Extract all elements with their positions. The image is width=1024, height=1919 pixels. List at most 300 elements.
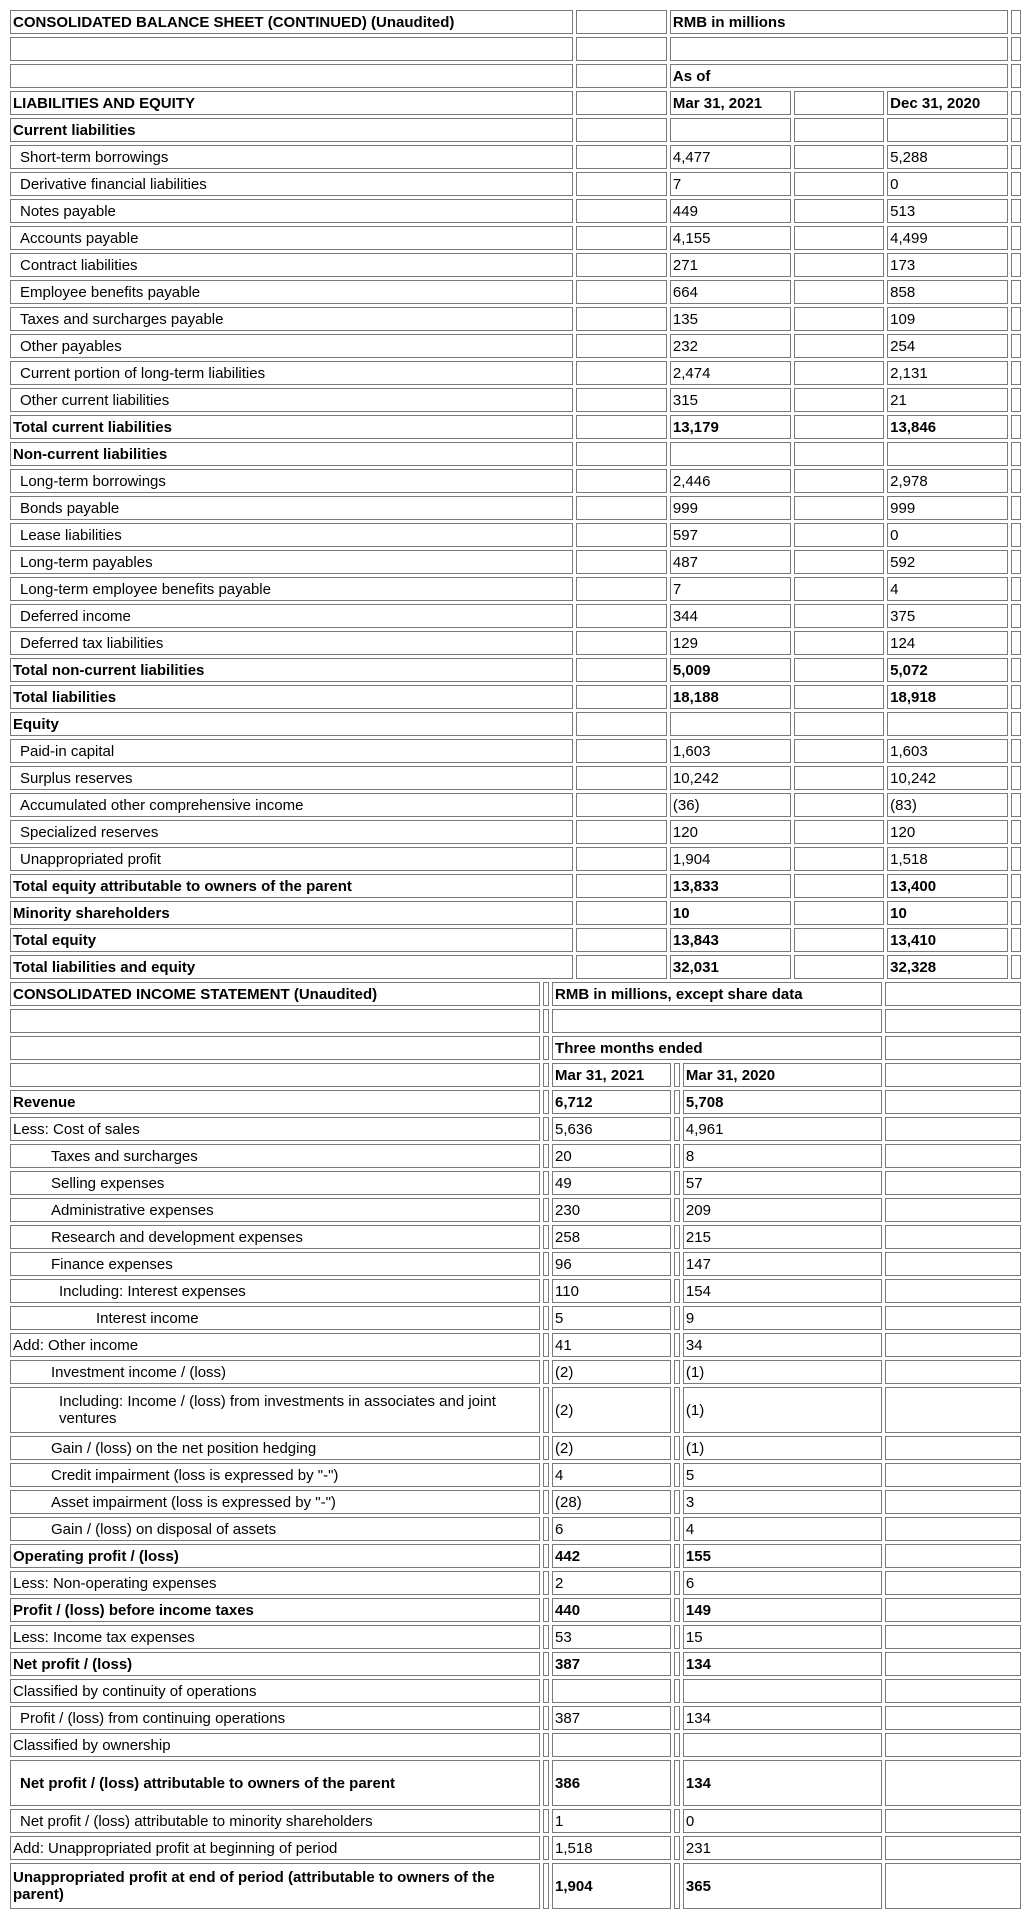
spacer-cell — [543, 1760, 549, 1806]
table-row — [10, 1117, 1021, 1141]
edge-cell — [1011, 793, 1021, 817]
spacer-cell — [543, 1333, 549, 1357]
spacer-cell — [576, 496, 667, 520]
spacer-cell — [576, 442, 667, 466]
table-row — [10, 1625, 1021, 1649]
value-dec-31-2020: 2,131 — [887, 361, 1008, 385]
spacer-cell — [543, 1144, 549, 1168]
bs-blank-row — [10, 37, 1021, 61]
edge-cell — [885, 1490, 1021, 1514]
edge-cell — [1011, 388, 1021, 412]
value-mar-31-2021: 13,833 — [670, 874, 791, 898]
value-mar-31-2020: (1) — [683, 1436, 882, 1460]
row-label: Unappropriated profit at end of period (attributable to owners of the parent) — [10, 1863, 540, 1909]
row-label: Less: Income tax expenses — [10, 1625, 540, 1649]
table-row — [10, 253, 1021, 277]
edge-cell — [885, 1436, 1021, 1460]
table-row — [10, 334, 1021, 358]
value-mar-31-2021: 135 — [670, 307, 791, 331]
is-blank-row — [10, 1009, 1021, 1033]
value-dec-31-2020: 13,400 — [887, 874, 1008, 898]
spacer-cell — [674, 1490, 680, 1514]
edge-cell — [1011, 145, 1021, 169]
edge-cell — [885, 1333, 1021, 1357]
spacer-cell — [543, 1679, 549, 1703]
row-label: Employee benefits payable — [10, 280, 573, 304]
spacer-cell — [543, 1544, 549, 1568]
is-col2-header: Mar 31, 2020 — [683, 1063, 882, 1087]
spacer-cell — [794, 577, 885, 601]
is-blank-cell — [552, 1009, 882, 1033]
row-label: Net profit / (loss) — [10, 1652, 540, 1676]
value-mar-31-2021 — [552, 1733, 671, 1757]
spacer-cell — [674, 1171, 680, 1195]
row-label: Less: Cost of sales — [10, 1117, 540, 1141]
bs-spacer-cell — [576, 91, 667, 115]
is-unit: RMB in millions, except share data — [552, 982, 882, 1006]
value-mar-31-2020: 5,708 — [683, 1090, 882, 1114]
spacer-cell — [576, 577, 667, 601]
value-mar-31-2021: 5 — [552, 1306, 671, 1330]
bs-section-heading: LIABILITIES AND EQUITY — [10, 91, 573, 115]
value-mar-31-2020: 147 — [683, 1252, 882, 1276]
spacer-cell — [794, 496, 885, 520]
value-mar-31-2021: (2) — [552, 1387, 671, 1433]
table-row — [10, 1090, 1021, 1114]
value-mar-31-2021: 271 — [670, 253, 791, 277]
table-row — [10, 1836, 1021, 1860]
is-edge-cell — [885, 1036, 1021, 1060]
spacer-cell — [576, 928, 667, 952]
spacer-cell — [576, 334, 667, 358]
value-mar-31-2020: 57 — [683, 1171, 882, 1195]
spacer-cell — [794, 280, 885, 304]
spacer-cell — [794, 388, 885, 412]
edge-cell — [885, 1544, 1021, 1568]
edge-cell — [1011, 361, 1021, 385]
spacer-cell — [674, 1760, 680, 1806]
edge-cell — [1011, 955, 1021, 979]
spacer-cell — [674, 1863, 680, 1909]
row-label: Notes payable — [10, 199, 573, 223]
row-label: Derivative financial liabilities — [10, 172, 573, 196]
value-dec-31-2020 — [887, 118, 1008, 142]
value-mar-31-2021: 7 — [670, 577, 791, 601]
row-label: Credit impairment (loss is expressed by "-") — [10, 1463, 540, 1487]
spacer-cell — [576, 199, 667, 223]
value-mar-31-2020: 209 — [683, 1198, 882, 1222]
spacer-cell — [674, 1225, 680, 1249]
edge-cell — [1011, 199, 1021, 223]
spacer-cell — [543, 1863, 549, 1909]
bs-col1-header: Mar 31, 2021 — [670, 91, 791, 115]
table-row — [10, 496, 1021, 520]
row-label: Deferred income — [10, 604, 573, 628]
value-dec-31-2020: 0 — [887, 523, 1008, 547]
edge-cell — [885, 1652, 1021, 1676]
spacer-cell — [674, 1679, 680, 1703]
value-mar-31-2021: 18,188 — [670, 685, 791, 709]
is-title: CONSOLIDATED INCOME STATEMENT (Unaudited) — [10, 982, 540, 1006]
spacer-cell — [674, 1625, 680, 1649]
spacer-cell — [794, 469, 885, 493]
edge-cell — [1011, 847, 1021, 871]
row-label: Surplus reserves — [10, 766, 573, 790]
spacer-cell — [543, 1463, 549, 1487]
value-mar-31-2021: 13,843 — [670, 928, 791, 952]
value-dec-31-2020: 124 — [887, 631, 1008, 655]
spacer-cell — [794, 847, 885, 871]
spacer-cell — [794, 199, 885, 223]
bs-edge-cell — [1011, 91, 1021, 115]
value-mar-31-2020: 15 — [683, 1625, 882, 1649]
spacer-cell — [543, 1252, 549, 1276]
value-dec-31-2020: 0 — [887, 172, 1008, 196]
spacer-cell — [674, 1436, 680, 1460]
table-row — [10, 469, 1021, 493]
value-mar-31-2021: 440 — [552, 1598, 671, 1622]
value-mar-31-2021: 10,242 — [670, 766, 791, 790]
edge-cell — [1011, 172, 1021, 196]
spacer-cell — [794, 901, 885, 925]
spacer-cell — [674, 1809, 680, 1833]
spacer-cell — [794, 415, 885, 439]
table-row — [10, 1306, 1021, 1330]
value-mar-31-2021 — [670, 712, 791, 736]
edge-cell — [1011, 874, 1021, 898]
value-dec-31-2020 — [887, 442, 1008, 466]
spacer-cell — [794, 793, 885, 817]
value-mar-31-2021: 597 — [670, 523, 791, 547]
value-mar-31-2021: 1,518 — [552, 1836, 671, 1860]
edge-cell — [885, 1760, 1021, 1806]
table-row — [10, 1252, 1021, 1276]
row-label: Minority shareholders — [10, 901, 573, 925]
row-label: Research and development expenses — [10, 1225, 540, 1249]
row-label: Unappropriated profit — [10, 847, 573, 871]
row-label: Add: Other income — [10, 1333, 540, 1357]
spacer-cell — [576, 415, 667, 439]
spacer-cell — [543, 1706, 549, 1730]
spacer-cell — [576, 172, 667, 196]
table-row — [10, 172, 1021, 196]
spacer-cell — [794, 523, 885, 547]
edge-cell — [885, 1306, 1021, 1330]
spacer-cell — [674, 1252, 680, 1276]
table-row — [10, 1333, 1021, 1357]
row-label: Net profit / (loss) attributable to minority shareholders — [10, 1809, 540, 1833]
edge-cell — [885, 1198, 1021, 1222]
value-mar-31-2020: 0 — [683, 1809, 882, 1833]
table-row — [10, 280, 1021, 304]
value-mar-31-2020: 365 — [683, 1863, 882, 1909]
value-mar-31-2021: 1 — [552, 1809, 671, 1833]
table-row — [10, 550, 1021, 574]
table-row — [10, 307, 1021, 331]
row-label: Add: Unappropriated profit at beginning of period — [10, 1836, 540, 1860]
table-row — [10, 1225, 1021, 1249]
edge-cell — [885, 1571, 1021, 1595]
spacer-cell — [794, 172, 885, 196]
row-label: Taxes and surcharges payable — [10, 307, 573, 331]
value-mar-31-2020: 8 — [683, 1144, 882, 1168]
table-row — [10, 1733, 1021, 1757]
spacer-cell — [576, 550, 667, 574]
spacer-cell — [543, 1733, 549, 1757]
bs-spacer-cell — [576, 64, 667, 88]
bs-header-row — [10, 91, 1021, 115]
table-row — [10, 1863, 1021, 1909]
is-blank-cell — [10, 1036, 540, 1060]
spacer-cell — [576, 307, 667, 331]
table-row — [10, 577, 1021, 601]
spacer-cell — [576, 253, 667, 277]
value-mar-31-2021: 4,477 — [670, 145, 791, 169]
spacer-cell — [794, 253, 885, 277]
spacer-cell — [543, 1360, 549, 1384]
value-mar-31-2021: 53 — [552, 1625, 671, 1649]
spacer-cell — [543, 1436, 549, 1460]
value-mar-31-2021: 1,904 — [552, 1863, 671, 1909]
spacer-cell — [794, 145, 885, 169]
spacer-cell — [794, 118, 885, 142]
is-title-row — [10, 982, 1021, 1006]
value-dec-31-2020: 5,288 — [887, 145, 1008, 169]
table-row — [10, 1517, 1021, 1541]
bs-blank-cell — [10, 37, 573, 61]
spacer-cell — [674, 1836, 680, 1860]
value-mar-31-2021: 32,031 — [670, 955, 791, 979]
spacer-cell — [674, 1198, 680, 1222]
table-row — [10, 739, 1021, 763]
row-label: Administrative expenses — [10, 1198, 540, 1222]
value-mar-31-2020: 134 — [683, 1760, 882, 1806]
spacer-cell — [543, 1836, 549, 1860]
row-label: Classified by ownership — [10, 1733, 540, 1757]
row-label: Asset impairment (loss is expressed by "-") — [10, 1490, 540, 1514]
spacer-cell — [543, 1225, 549, 1249]
table-row — [10, 1144, 1021, 1168]
value-mar-31-2021: 6 — [552, 1517, 671, 1541]
value-mar-31-2021: 449 — [670, 199, 791, 223]
value-mar-31-2020: 5 — [683, 1463, 882, 1487]
spacer-cell — [674, 1333, 680, 1357]
value-mar-31-2021: 13,179 — [670, 415, 791, 439]
edge-cell — [1011, 307, 1021, 331]
row-label: Short-term borrowings — [10, 145, 573, 169]
spacer-cell — [794, 712, 885, 736]
value-mar-31-2021: 7 — [670, 172, 791, 196]
table-row — [10, 928, 1021, 952]
value-mar-31-2020: 149 — [683, 1598, 882, 1622]
value-mar-31-2021: 999 — [670, 496, 791, 520]
income-statement-table — [7, 979, 1024, 1912]
row-label: Taxes and surcharges — [10, 1144, 540, 1168]
value-mar-31-2021: 487 — [670, 550, 791, 574]
value-mar-31-2021: 664 — [670, 280, 791, 304]
value-dec-31-2020: 1,603 — [887, 739, 1008, 763]
spacer-cell — [543, 1625, 549, 1649]
spacer-cell — [794, 226, 885, 250]
value-mar-31-2021: 110 — [552, 1279, 671, 1303]
table-row — [10, 712, 1021, 736]
value-mar-31-2021: 315 — [670, 388, 791, 412]
edge-cell — [885, 1863, 1021, 1909]
spacer-cell — [576, 469, 667, 493]
row-label: Specialized reserves — [10, 820, 573, 844]
spacer-cell — [576, 712, 667, 736]
row-label: Total current liabilities — [10, 415, 573, 439]
edge-cell — [1011, 739, 1021, 763]
spacer-cell — [674, 1517, 680, 1541]
table-row — [10, 145, 1021, 169]
bs-edge-cell — [1011, 37, 1021, 61]
spacer-cell — [543, 1652, 549, 1676]
table-row — [10, 1436, 1021, 1460]
spacer-cell — [674, 1306, 680, 1330]
value-mar-31-2020: 231 — [683, 1836, 882, 1860]
spacer-cell — [543, 1279, 549, 1303]
edge-cell — [1011, 469, 1021, 493]
spacer-cell — [576, 631, 667, 655]
edge-cell — [885, 1117, 1021, 1141]
value-dec-31-2020 — [887, 712, 1008, 736]
spacer-cell — [543, 1517, 549, 1541]
table-row — [10, 955, 1021, 979]
spacer-cell — [576, 685, 667, 709]
bs-title-row — [10, 10, 1021, 34]
value-mar-31-2020: 154 — [683, 1279, 882, 1303]
spacer-cell — [794, 604, 885, 628]
edge-cell — [885, 1733, 1021, 1757]
spacer-cell — [543, 1490, 549, 1514]
table-row — [10, 1598, 1021, 1622]
value-mar-31-2021: 10 — [670, 901, 791, 925]
spacer-cell — [674, 1360, 680, 1384]
edge-cell — [885, 1463, 1021, 1487]
row-label: Accounts payable — [10, 226, 573, 250]
bs-edge-cell — [1011, 10, 1021, 34]
is-spacer-cell — [543, 1063, 549, 1087]
value-mar-31-2021: 129 — [670, 631, 791, 655]
edge-cell — [885, 1836, 1021, 1860]
row-label: Including: Income / (loss) from investments in associates and joint ventures — [10, 1387, 540, 1433]
value-mar-31-2021: 2,446 — [670, 469, 791, 493]
value-dec-31-2020: (83) — [887, 793, 1008, 817]
spacer-cell — [674, 1706, 680, 1730]
value-mar-31-2021: (28) — [552, 1490, 671, 1514]
spacer-cell — [794, 631, 885, 655]
row-label: Bonds payable — [10, 496, 573, 520]
edge-cell — [885, 1517, 1021, 1541]
value-mar-31-2020: (1) — [683, 1387, 882, 1433]
spacer-cell — [794, 766, 885, 790]
table-row — [10, 1360, 1021, 1384]
spacer-cell — [674, 1279, 680, 1303]
row-label: Accumulated other comprehensive income — [10, 793, 573, 817]
table-row — [10, 658, 1021, 682]
spacer-cell — [674, 1090, 680, 1114]
value-dec-31-2020: 513 — [887, 199, 1008, 223]
row-label: Operating profit / (loss) — [10, 1544, 540, 1568]
is-edge-cell — [885, 1063, 1021, 1087]
row-label: Selling expenses — [10, 1171, 540, 1195]
row-label: Equity — [10, 712, 573, 736]
value-dec-31-2020: 18,918 — [887, 685, 1008, 709]
value-mar-31-2021: 387 — [552, 1652, 671, 1676]
spacer-cell — [576, 604, 667, 628]
table-row — [10, 604, 1021, 628]
spacer-cell — [576, 226, 667, 250]
edge-cell — [1011, 442, 1021, 466]
is-header-row — [10, 1063, 1021, 1087]
spacer-cell — [543, 1117, 549, 1141]
row-label: Other current liabilities — [10, 388, 573, 412]
row-label: Long-term employee benefits payable — [10, 577, 573, 601]
spacer-cell — [674, 1544, 680, 1568]
table-row — [10, 685, 1021, 709]
spacer-cell — [543, 1306, 549, 1330]
is-edge-cell — [885, 982, 1021, 1006]
row-label: Profit / (loss) before income taxes — [10, 1598, 540, 1622]
table-row — [10, 1809, 1021, 1833]
spacer-cell — [674, 1463, 680, 1487]
value-mar-31-2021: 344 — [670, 604, 791, 628]
table-row — [10, 793, 1021, 817]
value-mar-31-2020 — [683, 1733, 882, 1757]
value-mar-31-2021: 5,009 — [670, 658, 791, 682]
row-label: Gain / (loss) on disposal of assets — [10, 1517, 540, 1541]
edge-cell — [1011, 928, 1021, 952]
bs-unit: RMB in millions — [670, 10, 1008, 34]
value-mar-31-2021: 2,474 — [670, 361, 791, 385]
edge-cell — [885, 1625, 1021, 1649]
value-mar-31-2021: 230 — [552, 1198, 671, 1222]
row-label: Profit / (loss) from continuing operations — [10, 1706, 540, 1730]
table-row — [10, 1760, 1021, 1806]
value-mar-31-2021: 41 — [552, 1333, 671, 1357]
table-row — [10, 874, 1021, 898]
is-edge-cell — [885, 1009, 1021, 1033]
value-mar-31-2020: 134 — [683, 1652, 882, 1676]
table-row — [10, 847, 1021, 871]
edge-cell — [1011, 685, 1021, 709]
row-label: Paid-in capital — [10, 739, 573, 763]
value-mar-31-2020: 6 — [683, 1571, 882, 1595]
row-label: Interest income — [10, 1306, 540, 1330]
spacer-cell — [543, 1598, 549, 1622]
value-mar-31-2021: 4 — [552, 1463, 671, 1487]
spacer-cell — [543, 1198, 549, 1222]
value-mar-31-2021: 96 — [552, 1252, 671, 1276]
spacer-cell — [794, 361, 885, 385]
value-mar-31-2020: 3 — [683, 1490, 882, 1514]
value-mar-31-2020 — [683, 1679, 882, 1703]
edge-cell — [885, 1225, 1021, 1249]
value-dec-31-2020: 21 — [887, 388, 1008, 412]
spacer-cell — [794, 334, 885, 358]
edge-cell — [885, 1679, 1021, 1703]
edge-cell — [885, 1171, 1021, 1195]
value-dec-31-2020: 120 — [887, 820, 1008, 844]
value-mar-31-2021: 258 — [552, 1225, 671, 1249]
edge-cell — [1011, 118, 1021, 142]
edge-cell — [885, 1279, 1021, 1303]
spacer-cell — [576, 874, 667, 898]
spacer-cell — [794, 739, 885, 763]
edge-cell — [885, 1598, 1021, 1622]
value-mar-31-2021: 387 — [552, 1706, 671, 1730]
